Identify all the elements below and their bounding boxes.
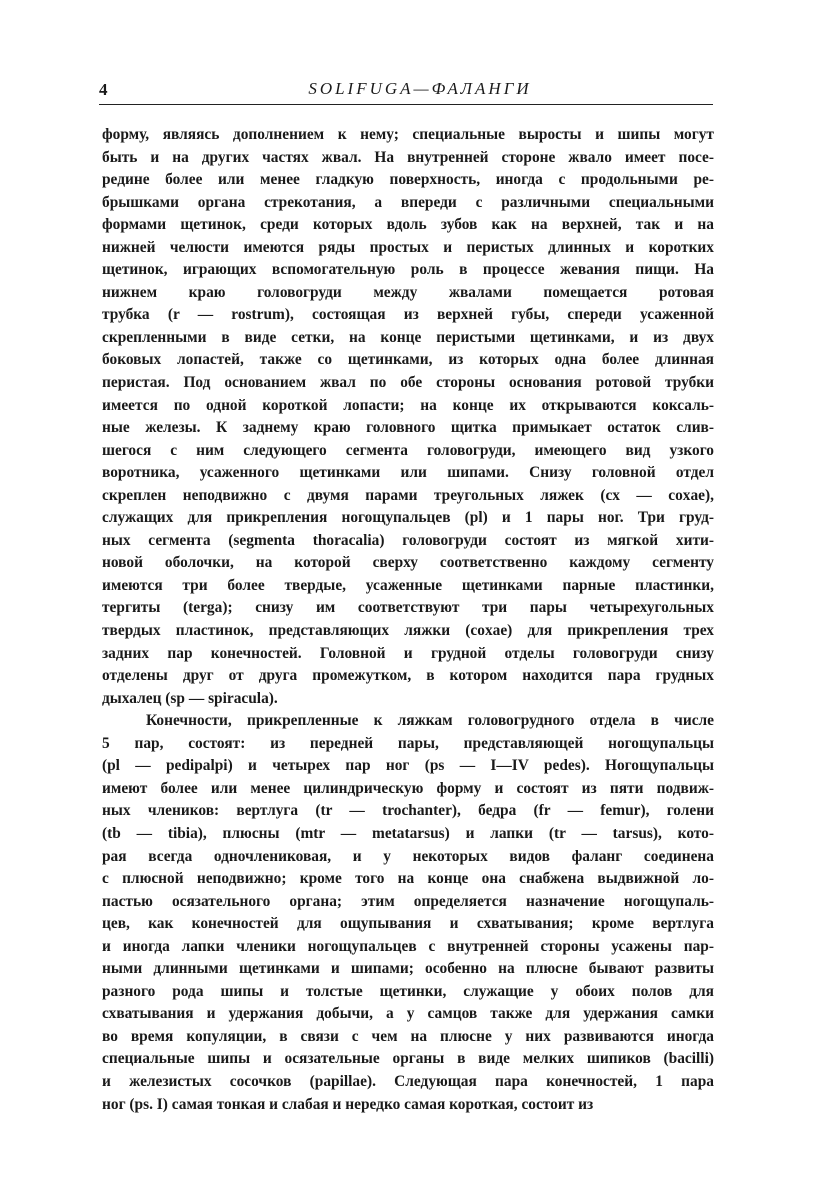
text-line: имеется по одной короткой лопасти; на конце их открываются коксаль- xyxy=(102,396,714,414)
text-line: служащих для прикрепления ногощупальцев (pl) и 1 пары ног. Три груд- xyxy=(102,509,714,527)
text-line: (pl — pedipalpi) и четырех пар ног (ps — I—IV pedes). Ногощупальцы xyxy=(102,757,714,775)
text-line: (tb — tibia), плюсны (mtr — metatarsus) и лапки (tr — tarsus), кото- xyxy=(102,824,714,842)
text-line: ных сегмента (segmenta thoracalia) головогруди состоят из мягкой хити- xyxy=(102,531,714,549)
page-number: 4 xyxy=(99,80,108,99)
paragraph-2 xyxy=(102,710,714,1116)
text-line: ног (ps. I) самая тонкая и слабая и нередко самая короткая, состоит из xyxy=(102,1095,594,1113)
text-line: твердых пластинок, представляющих ляжки (coxae) для прикрепления трех xyxy=(102,622,714,640)
text-line: 5 пар, состоят: из передней пары, представляющей ногощупальцы xyxy=(102,734,714,752)
text-line: во время копуляции, в связи с чем на плюсне у них развиваются иногда xyxy=(102,1027,714,1045)
text-line: щетинок, играющих вспомогательную роль в процессе жевания пищи. На xyxy=(102,261,714,279)
text-line: специальные шипы и осязательные органы в виде мелких шипиков (bacilli) xyxy=(102,1050,714,1068)
text-line: цев, как конечностей для ощупывания и схватывания; кроме вертлуга xyxy=(102,915,714,933)
text-line: боковых лопастей, также со щетинками, из которых одна более длинная xyxy=(102,351,714,369)
text-line: схватывания и удержания добычи, а у самцов также для удержания самки xyxy=(102,1005,714,1023)
text-line: скреплен неподвижно с двумя парами треугольных ляжек (cx — coxae), xyxy=(102,486,714,504)
text-line: формами щетинок, среди которых вдоль зубов как на верхней, так и на xyxy=(102,216,714,234)
text-line: Конечности, прикрепленные к ляжкам головогрудного отдела в числе xyxy=(146,712,714,730)
text-line: шегося с ним следующего сегмента головогруди, имеющего вид узкого xyxy=(102,441,714,459)
text-line: и иногда лапки членики ногощупальцев с внутренней стороны усажены пар- xyxy=(102,937,714,955)
text-line: нижней челюсти имеются ряды простых и перистых длинных и коротких xyxy=(102,238,714,256)
text-line: ные железы. К заднему краю головного щитка примыкает остаток слив- xyxy=(102,419,714,437)
text-line: тергиты (terga); снизу им соответствуют три пары четырехугольных xyxy=(102,599,714,617)
text-line: пастью осязательного органа; этим определяется назначение ногощупаль- xyxy=(102,892,714,910)
text-line: новой оболочки, на которой сверху соответственно каждому сегменту xyxy=(102,554,714,572)
text-line: разного рода шипы и толстые щетинки, служащие у обоих полов для xyxy=(102,982,714,1000)
text-line: имеются три более твердые, усаженные щетинками парные пластинки, xyxy=(102,576,714,594)
text-line: и железистых сосочков (papillae). Следующая пара конечностей, 1 пара xyxy=(102,1072,714,1090)
text-line: ных члеников: вертлуга (tr — trochanter), бедра (fr — femur), голени xyxy=(102,802,714,820)
text-line: трубка (r — rostrum), состоящая из верхней губы, спереди усаженной xyxy=(102,306,714,324)
paragraph-1 xyxy=(102,124,714,710)
text-line: задних пар конечностей. Головной и грудной отделы головогруди снизу xyxy=(102,644,714,662)
text-line: рая всегда одночлениковая, и у некоторых видов фаланг соединена xyxy=(102,847,714,865)
text-line: брышками органа стрекотания, а впереди с различными специальными xyxy=(102,193,714,211)
text-line: отделены друг от друга промежутком, в котором находится пара грудных xyxy=(102,667,714,685)
text-line: имеют более или менее цилиндрическую форму и состоят из пяти подвиж- xyxy=(102,779,714,797)
running-title: SOLIFUGA—ФАЛАНГИ xyxy=(308,79,532,98)
text-line: форму, являясь дополнением к нему; специальные выросты и шипы могут xyxy=(102,126,714,143)
body-text xyxy=(102,124,714,1116)
text-line: перистая. Под основанием жвал по обе стороны основания ротовой трубки xyxy=(102,374,714,392)
text-line: нижнем краю головогруди между жвалами помещается ротовая xyxy=(102,283,714,301)
text-line: скрепленными в виде сетки, на конце перистыми щетинками, и из двух xyxy=(102,328,714,346)
text-line: быть и на других частях жвал. На внутренней стороне жвало имеет посе- xyxy=(102,148,714,166)
text-line: ными длинными щетинками и шипами; особенно на плюсне бывают развиты xyxy=(102,960,714,978)
text-line: с плюсной неподвижно; кроме того на конце она снабжена выдвижной ло- xyxy=(102,870,714,888)
text-line: редине более или менее гладкую поверхность, иногда с продольными ре- xyxy=(102,171,714,189)
text-line: воротника, усаженного щетинками или шипами. Снизу головной отдел xyxy=(102,464,714,482)
header-rule xyxy=(99,104,713,105)
text-line: дыхалец (sp — spiracula). xyxy=(102,689,278,707)
